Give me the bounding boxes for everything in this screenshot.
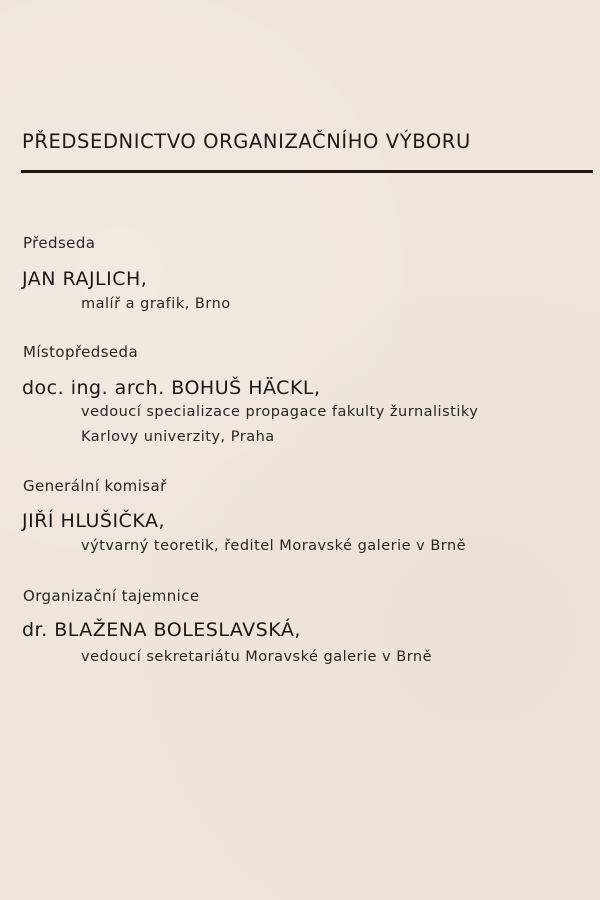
member-role: Místopředseda [23, 343, 139, 361]
heading-divider [21, 170, 593, 173]
member-name: JAN RAJLICH, [22, 268, 148, 290]
member-description: vedoucí specializace propagace fakulty žurnalistiky [81, 404, 479, 420]
member-description: Karlovy univerzity, Praha [81, 429, 275, 445]
member-name: JIŘÍ HLUŠIČKA, [22, 510, 165, 532]
member-description: výtvarný teoretik, ředitel Moravské galerie v Brně [81, 538, 467, 554]
member-name: doc. ing. arch. BOHUŠ HÄCKL, [22, 377, 321, 399]
member-role: Předseda [23, 234, 96, 252]
member-description: malíř a grafik, Brno [81, 296, 231, 312]
member-name: dr. BLAŽENA BOLESLAVSKÁ, [22, 619, 301, 641]
member-role: Generální komisař [23, 477, 167, 495]
page-heading: PŘEDSEDNICTVO ORGANIZAČNÍHO VÝBORU [22, 130, 471, 153]
member-role: Organizační tajemnice [23, 587, 200, 605]
member-description: vedoucí sekretariátu Moravské galerie v Brně [81, 649, 433, 665]
